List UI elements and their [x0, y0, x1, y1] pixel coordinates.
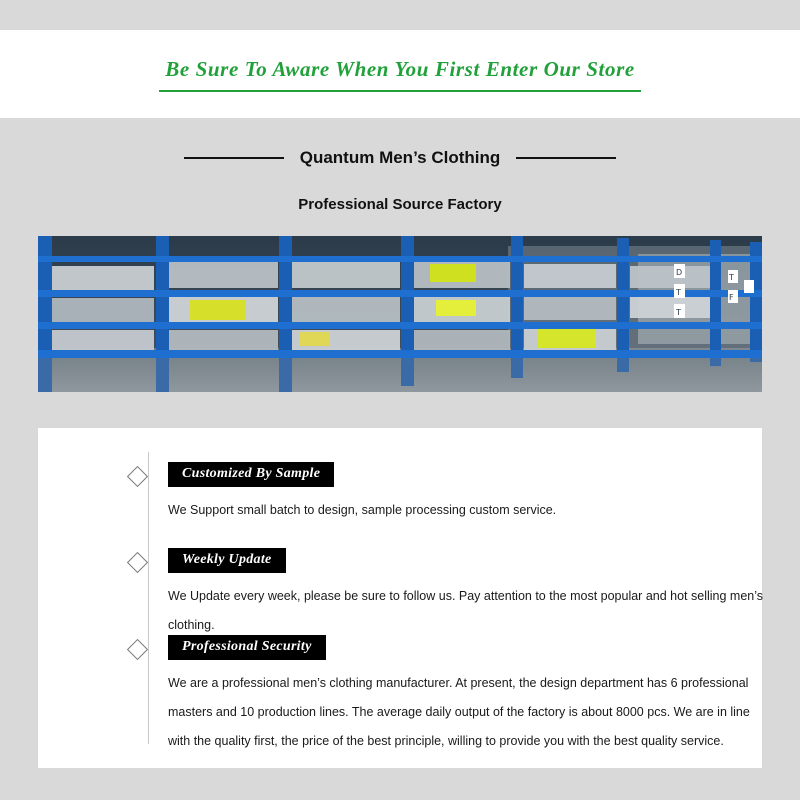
feature-text: We are a professional men’s clothing manufacturer. At present, the design department has 6 professional masters and 10 production lines. The average daily output of the factory is about 8000 pcs. We are in line with the quality first, the price of the best principle, willing to provide you with the best quality service. [168, 676, 750, 748]
svg-text:T: T [729, 273, 734, 282]
svg-text:T: T [676, 308, 681, 317]
feature-tag: Customized By Sample [168, 462, 334, 487]
features-card [38, 428, 762, 768]
page-title: Quantum Men’s Clothing [299, 148, 501, 167]
top-banner [0, 30, 800, 118]
timeline-line [148, 452, 149, 744]
warehouse-photo-graphic [38, 236, 762, 392]
feature-tag: Professional Security [168, 635, 326, 660]
svg-text:T: T [676, 288, 681, 297]
page-subtitle: Professional Source Factory [298, 196, 502, 213]
timeline-diamond-icon [127, 552, 148, 573]
timeline-diamond-icon [127, 466, 148, 487]
feature-text: We Support small batch to design, sample processing custom service. [168, 503, 557, 517]
timeline-diamond-icon [127, 639, 148, 660]
divider-right [516, 157, 616, 159]
feature-text: We Update every week, please be sure to follow us. Pay attention to the most popular and hot selling men’s clothing. [168, 589, 764, 632]
banner-title: Be Sure To Aware When You First Enter Our Store [159, 57, 641, 92]
svg-text:F: F [729, 293, 734, 302]
svg-text:D: D [676, 268, 683, 277]
heading-block [0, 148, 800, 213]
heading-row [0, 148, 800, 168]
feature-tag: Weekly Update [168, 548, 286, 573]
warehouse-photo [38, 236, 762, 392]
divider-left [184, 157, 284, 159]
